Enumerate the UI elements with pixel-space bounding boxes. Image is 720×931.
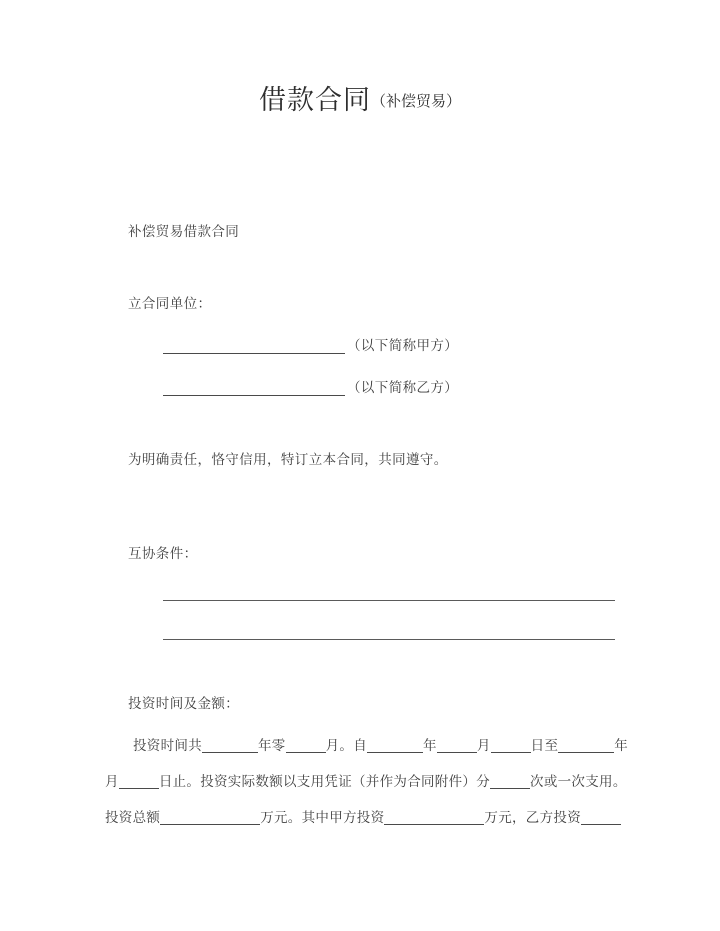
investment-paragraph [105,728,629,836]
blank-start-month[interactable] [437,738,477,753]
page-title-subtitle: （补偿贸易） [370,93,461,110]
investment-heading: 投资时间及金额： [128,696,240,711]
seg-year-zero: 年零 [258,738,286,753]
purpose-statement: 为明确责任，恪守信用，特订立本合同，共同遵守。 [128,452,448,467]
blank-installment-count[interactable] [490,774,530,789]
seg-month-from: 月。自 [325,738,368,753]
seg-voucher-text: 日止。投资实际数额以支用凭证（并作为合同附件）分 [158,774,491,789]
blank-start-day[interactable] [491,738,531,753]
investment-paragraph-line-1 [105,738,628,753]
seg-end-year: 年 [614,738,629,753]
document-body [0,220,720,712]
investment-paragraph-line-3 [105,810,621,825]
blank-total-amount[interactable] [160,810,260,825]
blank-party-a-amount[interactable] [384,810,484,825]
seg-party-b-amount-label: 万元，乙方投资 [484,810,582,825]
seg-total-amount-label: 投资总额 [105,810,161,825]
page-title [0,78,720,117]
blank-end-year[interactable] [558,738,614,753]
party-a-label: （以下简称甲方） [347,338,459,353]
seg-until: 日至 [530,738,559,753]
party-b-row [163,376,720,396]
party-a-row [163,334,720,354]
seg-start-year: 年 [423,738,437,753]
blank-end-month[interactable] [119,774,159,789]
seg-end-month: 月 [105,774,119,789]
party-b-label: （以下简称乙方） [347,380,459,395]
page-title-main: 借款合同 [258,85,371,115]
party-b-blank[interactable] [163,380,345,396]
seg-start-month: 月 [476,738,491,753]
blank-duration-years[interactable] [202,738,258,753]
seg-party-a-amount-label: 万元。其中甲方投资 [260,810,385,825]
blank-duration-months[interactable] [286,738,326,753]
blank-party-b-amount[interactable] [581,810,621,825]
party-a-blank[interactable] [163,338,345,354]
mutual-terms-heading: 互协条件： [128,546,198,561]
investment-paragraph-line-2 [105,774,627,789]
seg-installment-suffix: 次或一次支用。 [530,774,627,789]
seg-invest-duration-label: 投资时间共 [133,738,202,753]
blank-start-year[interactable] [367,738,423,753]
parties-heading: 立合同单位： [128,296,212,311]
contract-subtitle: 补偿贸易借款合同 [128,224,240,239]
